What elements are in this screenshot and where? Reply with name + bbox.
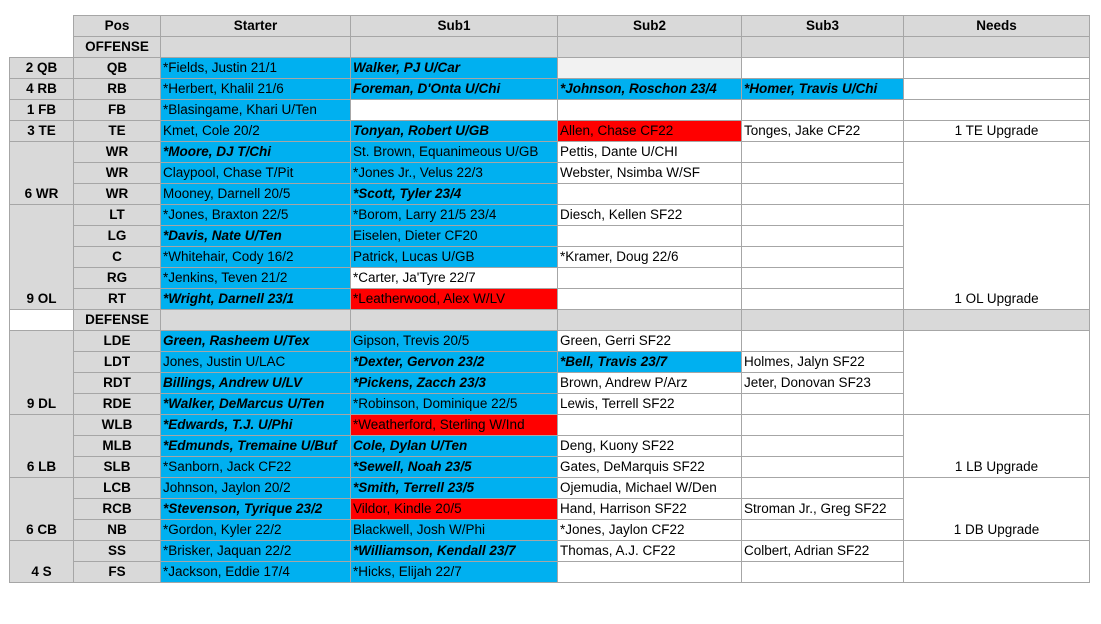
sub2-cell[interactable] xyxy=(558,58,742,79)
sub3-cell[interactable] xyxy=(742,457,904,478)
header-needs[interactable]: Needs xyxy=(904,16,1090,37)
sub2-cell[interactable]: Hand, Harrison SF22 xyxy=(558,499,742,520)
sub3-cell[interactable]: Jeter, Donovan SF23 xyxy=(742,373,904,394)
needs-cell[interactable] xyxy=(904,58,1090,79)
empty-cell[interactable] xyxy=(351,37,558,58)
sub1-cell[interactable]: St. Brown, Equanimeous U/GB xyxy=(351,142,558,163)
position-cell[interactable]: NB xyxy=(74,520,161,541)
position-cell[interactable]: C xyxy=(74,247,161,268)
sub1-cell[interactable] xyxy=(351,100,558,121)
sub1-cell[interactable]: *Williamson, Kendall 23/7 xyxy=(351,541,558,562)
position-cell[interactable]: LDT xyxy=(74,352,161,373)
sub1-cell[interactable]: Vildor, Kindle 20/5 xyxy=(351,499,558,520)
sub1-cell[interactable]: Foreman, D'Onta U/Chi xyxy=(351,79,558,100)
sub3-cell[interactable]: Holmes, Jalyn SF22 xyxy=(742,352,904,373)
starter-cell[interactable]: *Edmunds, Tremaine U/Buf xyxy=(161,436,351,457)
position-cell[interactable]: LCB xyxy=(74,478,161,499)
empty-cell[interactable] xyxy=(161,310,351,331)
starter-cell[interactable]: *Jones, Braxton 22/5 xyxy=(161,205,351,226)
header-starter[interactable]: Starter xyxy=(161,16,351,37)
empty-cell[interactable] xyxy=(351,310,558,331)
empty-cell[interactable] xyxy=(161,37,351,58)
empty-cell xyxy=(10,37,74,58)
starter-cell[interactable]: *Walker, DeMarcus U/Ten xyxy=(161,394,351,415)
position-cell[interactable]: LG xyxy=(74,226,161,247)
empty-cell[interactable] xyxy=(742,37,904,58)
position-cell[interactable]: RDE xyxy=(74,394,161,415)
starter-cell[interactable]: Claypool, Chase T/Pit xyxy=(161,163,351,184)
section-label-defense[interactable]: DEFENSE xyxy=(74,310,161,331)
sub2-cell[interactable]: Diesch, Kellen SF22 xyxy=(558,205,742,226)
table-row xyxy=(10,415,1090,436)
sub3-cell[interactable] xyxy=(742,184,904,205)
position-cell[interactable]: SLB xyxy=(74,457,161,478)
needs-cell[interactable] xyxy=(904,100,1090,121)
sub2-cell[interactable]: *Johnson, Roschon 23/4 xyxy=(558,79,742,100)
sub3-cell[interactable] xyxy=(742,289,904,310)
sub3-cell[interactable] xyxy=(742,562,904,583)
sub1-cell[interactable]: Patrick, Lucas U/GB xyxy=(351,247,558,268)
sub1-cell[interactable]: *Jones Jr., Velus 22/3 xyxy=(351,163,558,184)
sub1-cell[interactable]: Tonyan, Robert U/GB xyxy=(351,121,558,142)
table-row xyxy=(10,142,1090,163)
sub2-cell[interactable] xyxy=(558,184,742,205)
sub3-cell[interactable] xyxy=(742,226,904,247)
starter-cell[interactable]: *Whitehair, Cody 16/2 xyxy=(161,247,351,268)
sub2-cell[interactable] xyxy=(558,289,742,310)
starter-cell[interactable]: *Brisker, Jaquan 22/2 xyxy=(161,541,351,562)
sub3-cell[interactable] xyxy=(742,394,904,415)
sub2-cell[interactable]: Deng, Kuony SF22 xyxy=(558,436,742,457)
position-cell[interactable]: RCB xyxy=(74,499,161,520)
table-row xyxy=(10,79,1090,100)
position-cell[interactable]: TE xyxy=(74,121,161,142)
sub3-cell[interactable] xyxy=(742,331,904,352)
empty-cell[interactable] xyxy=(742,310,904,331)
group-label[interactable]: 1 FB xyxy=(10,100,74,121)
position-cell[interactable]: WR xyxy=(74,142,161,163)
starter-cell[interactable]: *Jackson, Eddie 17/4 xyxy=(161,562,351,583)
sub1-cell[interactable]: *Hicks, Elijah 22/7 xyxy=(351,562,558,583)
needs-cell[interactable]: 1 LB Upgrade xyxy=(904,415,1090,478)
starter-cell[interactable]: Kmet, Cole 20/2 xyxy=(161,121,351,142)
needs-cell[interactable]: 1 OL Upgrade xyxy=(904,205,1090,310)
starter-cell[interactable]: Mooney, Darnell 20/5 xyxy=(161,184,351,205)
position-cell[interactable]: QB xyxy=(74,58,161,79)
needs-cell[interactable] xyxy=(904,331,1090,415)
sub3-cell[interactable]: Tonges, Jake CF22 xyxy=(742,121,904,142)
starter-cell[interactable]: Green, Rasheem U/Tex xyxy=(161,331,351,352)
sub3-cell[interactable] xyxy=(742,415,904,436)
sub2-cell[interactable]: Gates, DeMarquis SF22 xyxy=(558,457,742,478)
table-row xyxy=(10,541,1090,562)
empty-cell[interactable] xyxy=(558,37,742,58)
needs-cell[interactable] xyxy=(904,541,1090,583)
group-label[interactable]: 4 S xyxy=(10,541,74,583)
sub1-cell[interactable]: Eiselen, Dieter CF20 xyxy=(351,226,558,247)
group-label[interactable]: 6 LB xyxy=(10,415,74,478)
sub1-cell[interactable]: *Dexter, Gervon 23/2 xyxy=(351,352,558,373)
group-label[interactable]: 6 CB xyxy=(10,478,74,541)
position-cell[interactable]: RT xyxy=(74,289,161,310)
sub1-cell[interactable]: Walker, PJ U/Car xyxy=(351,58,558,79)
starter-cell[interactable]: *Gordon, Kyler 22/2 xyxy=(161,520,351,541)
table-row xyxy=(10,58,1090,79)
position-cell[interactable]: RG xyxy=(74,268,161,289)
sub2-cell[interactable]: Allen, Chase CF22 xyxy=(558,121,742,142)
sub2-cell[interactable] xyxy=(558,415,742,436)
sub3-cell[interactable] xyxy=(742,205,904,226)
sub3-cell[interactable] xyxy=(742,436,904,457)
table-row xyxy=(10,121,1090,142)
position-cell[interactable]: WLB xyxy=(74,415,161,436)
starter-cell[interactable]: *Jenkins, Teven 21/2 xyxy=(161,268,351,289)
position-cell[interactable]: FS xyxy=(74,562,161,583)
group-label[interactable]: 4 RB xyxy=(10,79,74,100)
starter-cell[interactable]: *Edwards, T.J. U/Phi xyxy=(161,415,351,436)
sub2-cell[interactable] xyxy=(558,562,742,583)
starter-cell[interactable]: *Blasingame, Khari U/Ten xyxy=(161,100,351,121)
empty-cell[interactable] xyxy=(904,37,1090,58)
starter-cell[interactable]: Johnson, Jaylon 20/2 xyxy=(161,478,351,499)
group-label[interactable]: 2 QB xyxy=(10,58,74,79)
sub3-cell[interactable] xyxy=(742,478,904,499)
starter-cell[interactable]: *Moore, DJ T/Chi xyxy=(161,142,351,163)
empty-cell[interactable] xyxy=(558,310,742,331)
sub1-cell[interactable]: *Carter, Ja'Tyre 22/7 xyxy=(351,268,558,289)
position-cell[interactable]: LDE xyxy=(74,331,161,352)
starter-cell[interactable]: *Davis, Nate U/Ten xyxy=(161,226,351,247)
position-cell[interactable]: RB xyxy=(74,79,161,100)
starter-cell[interactable]: Billings, Andrew U/LV xyxy=(161,373,351,394)
starter-cell[interactable]: *Fields, Justin 21/1 xyxy=(161,58,351,79)
sub1-cell[interactable]: *Weatherford, Sterling W/Ind xyxy=(351,415,558,436)
starter-cell[interactable]: *Herbert, Khalil 21/6 xyxy=(161,79,351,100)
sub2-cell[interactable] xyxy=(558,100,742,121)
sub2-cell[interactable] xyxy=(558,268,742,289)
sub1-cell[interactable]: *Sewell, Noah 23/5 xyxy=(351,457,558,478)
sub1-cell[interactable]: *Leatherwood, Alex W/LV xyxy=(351,289,558,310)
table-row xyxy=(10,100,1090,121)
group-label[interactable]: 6 WR xyxy=(10,142,74,205)
header-sub2[interactable]: Sub2 xyxy=(558,16,742,37)
group-label[interactable]: 3 TE xyxy=(10,121,74,142)
group-label[interactable]: 9 DL xyxy=(10,331,74,415)
position-cell[interactable]: WR xyxy=(74,184,161,205)
sub2-cell[interactable]: *Kramer, Doug 22/6 xyxy=(558,247,742,268)
sub2-cell[interactable]: Brown, Andrew P/Arz xyxy=(558,373,742,394)
sub2-cell[interactable]: Lewis, Terrell SF22 xyxy=(558,394,742,415)
header-sub1[interactable]: Sub1 xyxy=(351,16,558,37)
sub3-cell[interactable]: Stroman Jr., Greg SF22 xyxy=(742,499,904,520)
sub2-cell[interactable]: Pettis, Dante U/CHI xyxy=(558,142,742,163)
sub1-cell[interactable]: *Robinson, Dominique 22/5 xyxy=(351,394,558,415)
sub2-cell[interactable]: *Jones, Jaylon CF22 xyxy=(558,520,742,541)
sub3-cell[interactable] xyxy=(742,163,904,184)
sub2-cell[interactable]: Green, Gerri SF22 xyxy=(558,331,742,352)
sub3-cell[interactable] xyxy=(742,268,904,289)
position-cell[interactable]: LT xyxy=(74,205,161,226)
sub1-cell[interactable]: Gipson, Trevis 20/5 xyxy=(351,331,558,352)
needs-cell[interactable]: 1 DB Upgrade xyxy=(904,478,1090,541)
group-label[interactable]: 9 OL xyxy=(10,205,74,310)
empty-cell xyxy=(10,310,74,331)
position-cell[interactable]: RDT xyxy=(74,373,161,394)
sub1-cell[interactable]: *Borom, Larry 21/5 23/4 xyxy=(351,205,558,226)
position-cell[interactable]: MLB xyxy=(74,436,161,457)
sub1-cell[interactable]: *Smith, Terrell 23/5 xyxy=(351,478,558,499)
needs-cell[interactable] xyxy=(904,79,1090,100)
sub3-cell[interactable] xyxy=(742,142,904,163)
sub1-cell[interactable]: *Pickens, Zacch 23/3 xyxy=(351,373,558,394)
sub1-cell[interactable]: Blackwell, Josh W/Phi xyxy=(351,520,558,541)
sub2-cell[interactable]: Ojemudia, Michael W/Den xyxy=(558,478,742,499)
sub1-cell[interactable]: *Scott, Tyler 23/4 xyxy=(351,184,558,205)
position-cell[interactable]: WR xyxy=(74,163,161,184)
sub2-cell[interactable]: Webster, Nsimba W/SF xyxy=(558,163,742,184)
starter-cell[interactable]: *Wright, Darnell 23/1 xyxy=(161,289,351,310)
table-row xyxy=(10,478,1090,499)
empty-cell[interactable] xyxy=(904,310,1090,331)
needs-cell[interactable] xyxy=(904,142,1090,205)
header-row xyxy=(10,16,1090,37)
position-cell[interactable]: FB xyxy=(74,100,161,121)
table-row xyxy=(10,205,1090,226)
sub3-cell[interactable] xyxy=(742,100,904,121)
sub3-cell[interactable] xyxy=(742,520,904,541)
sub1-cell[interactable]: Cole, Dylan U/Ten xyxy=(351,436,558,457)
sub3-cell[interactable]: *Homer, Travis U/Chi xyxy=(742,79,904,100)
needs-cell[interactable]: 1 TE Upgrade xyxy=(904,121,1090,142)
sub3-cell[interactable]: Colbert, Adrian SF22 xyxy=(742,541,904,562)
sub2-cell[interactable]: Thomas, A.J. CF22 xyxy=(558,541,742,562)
section-row-offense xyxy=(10,37,1090,58)
sub3-cell[interactable] xyxy=(742,247,904,268)
sub2-cell[interactable] xyxy=(558,226,742,247)
section-label-offense[interactable]: OFFENSE xyxy=(74,37,161,58)
table-row xyxy=(10,331,1090,352)
header-sub3[interactable]: Sub3 xyxy=(742,16,904,37)
starter-cell[interactable]: *Sanborn, Jack CF22 xyxy=(161,457,351,478)
position-cell[interactable]: SS xyxy=(74,541,161,562)
depth-chart-table xyxy=(9,15,1090,583)
header-pos[interactable]: Pos xyxy=(74,16,161,37)
sub2-cell[interactable]: *Bell, Travis 23/7 xyxy=(558,352,742,373)
sub3-cell[interactable] xyxy=(742,58,904,79)
starter-cell[interactable]: *Stevenson, Tyrique 23/2 xyxy=(161,499,351,520)
section-row-defense xyxy=(10,310,1090,331)
starter-cell[interactable]: Jones, Justin U/LAC xyxy=(161,352,351,373)
corner-cell xyxy=(10,16,74,37)
